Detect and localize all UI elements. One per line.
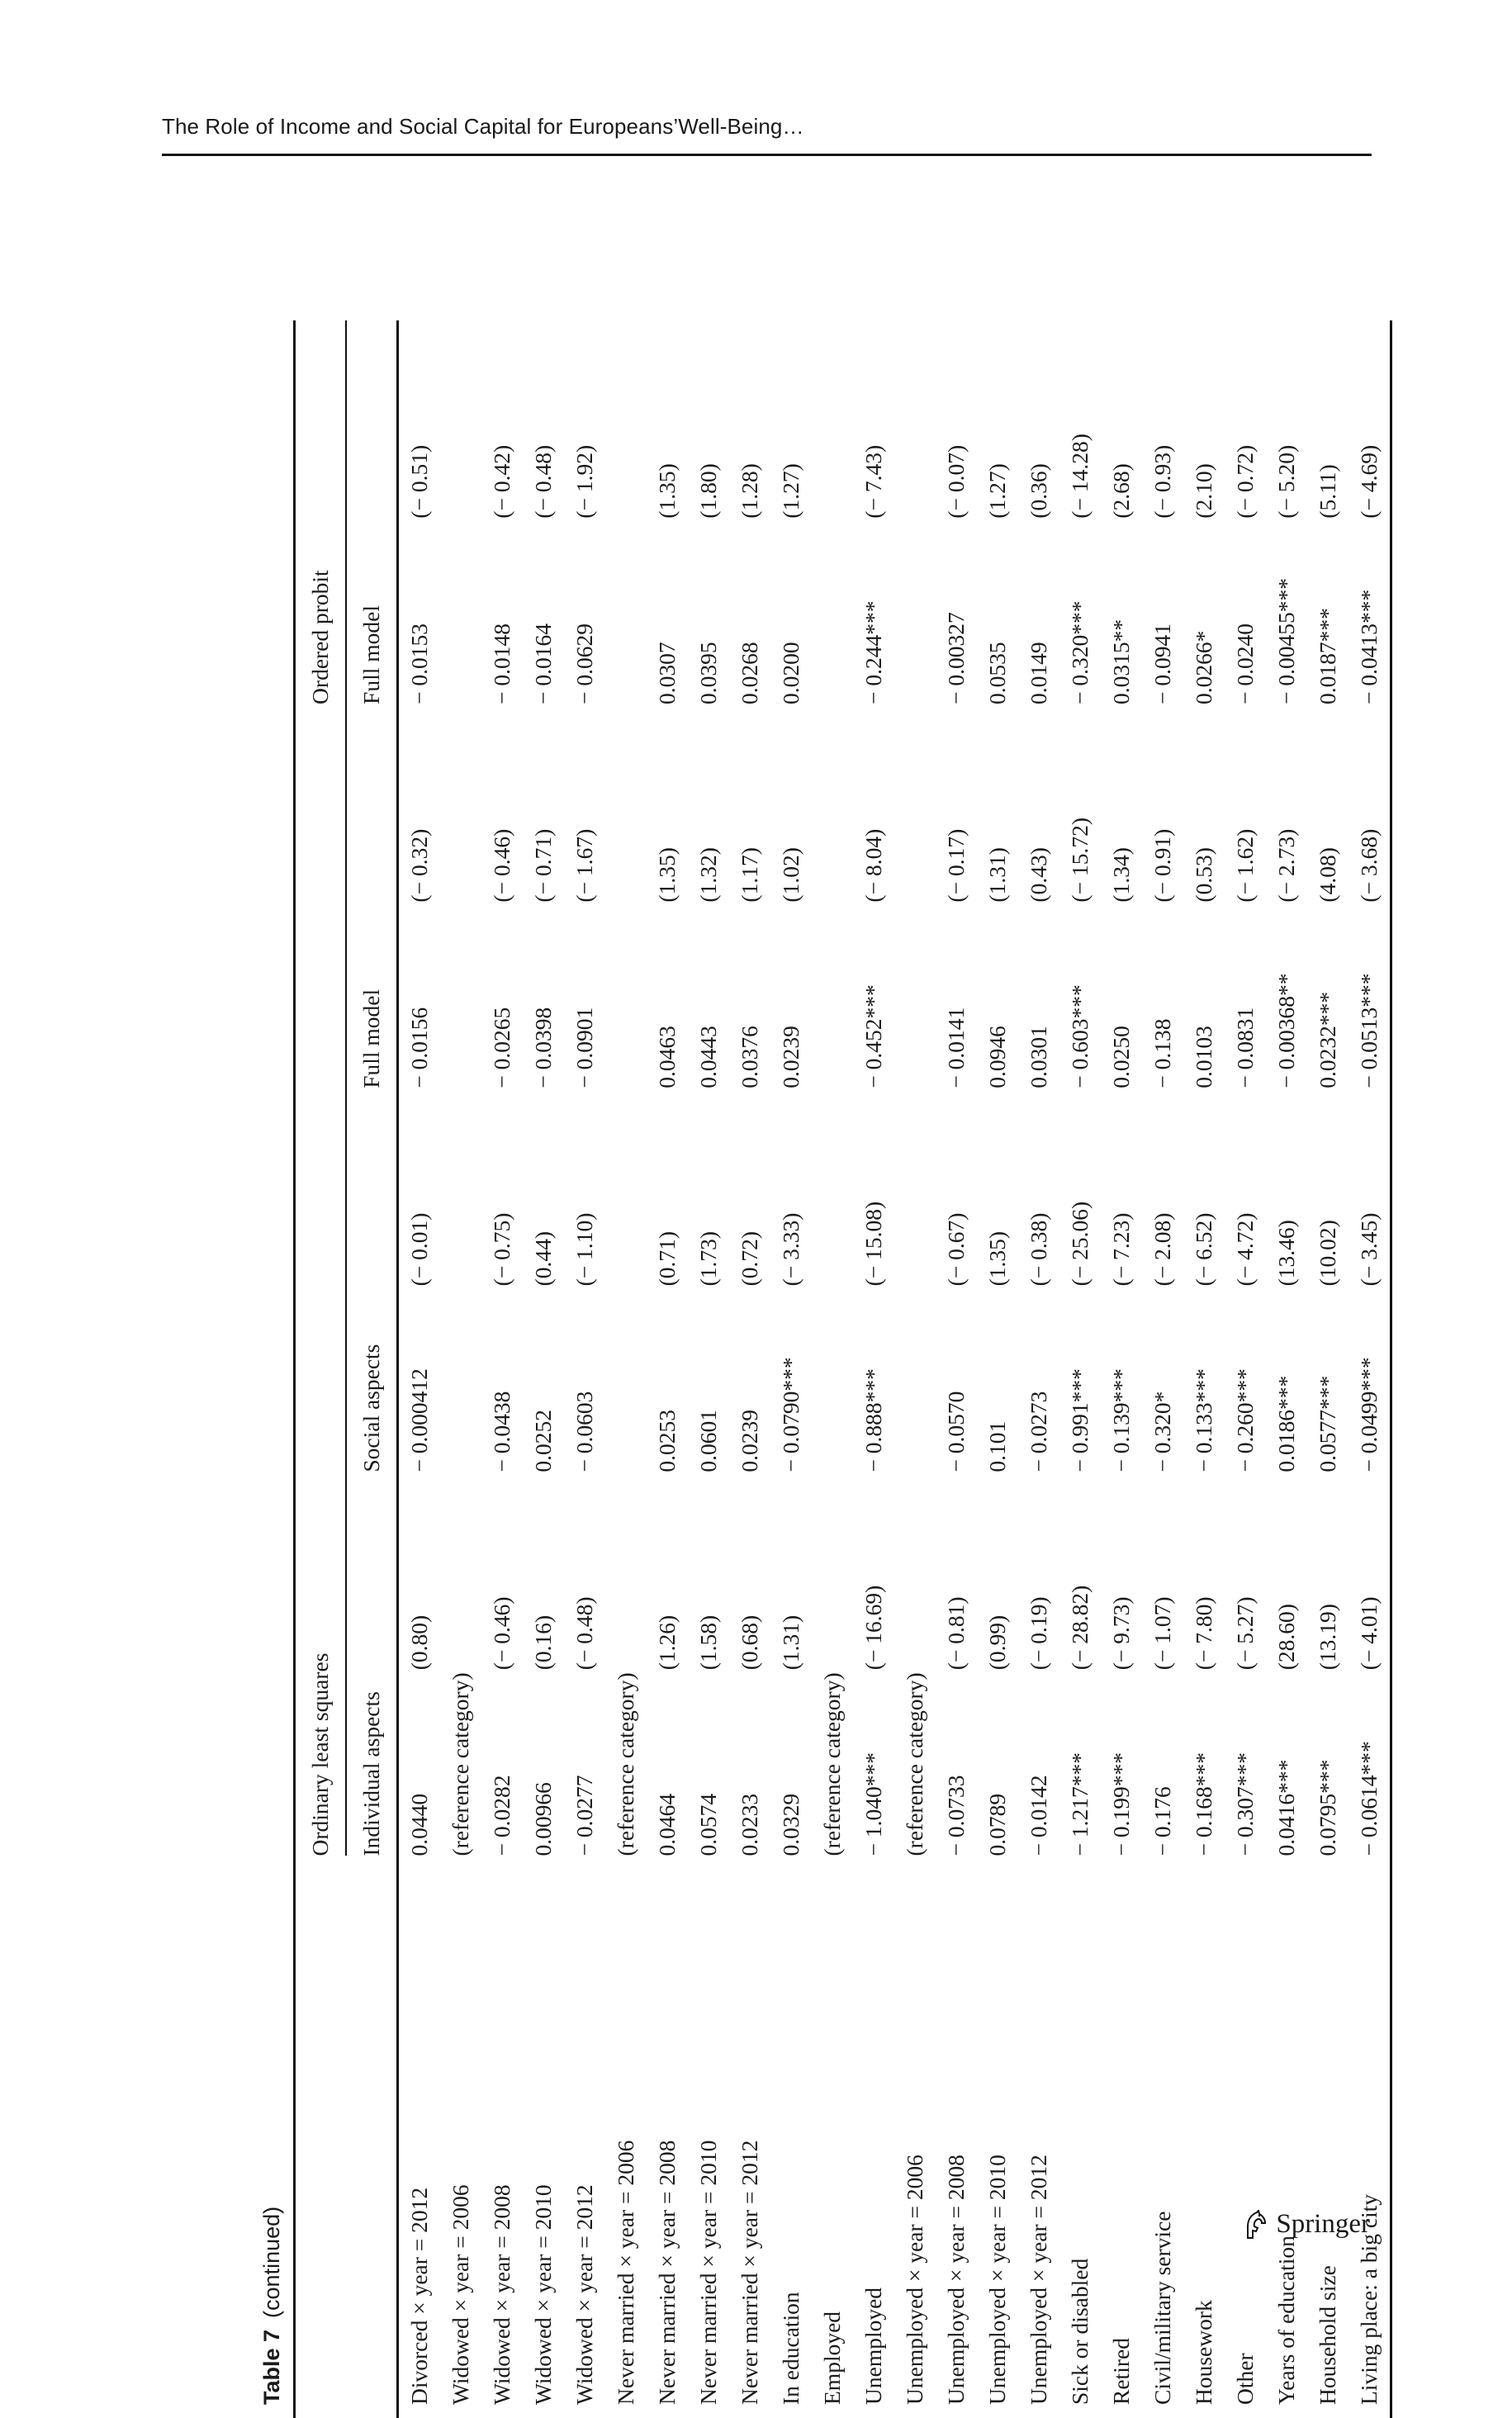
rotated-table-container [257, 320, 1438, 2418]
full-model-probit-header: Full model [358, 605, 384, 704]
soc-tstat: (− 3.45) [1356, 1212, 1382, 1287]
soc-tstat: (10.02) [1315, 1220, 1340, 1287]
soc-tstat: (− 0.38) [1026, 1212, 1051, 1287]
probit-tstat: (5.11) [1315, 464, 1340, 519]
regression-table [293, 320, 1392, 2418]
soc-coef: − 0.991*** [1067, 1368, 1093, 1472]
soc-tstat: (− 25.06) [1067, 1201, 1093, 1287]
full-ols-tstat: (− 1.62) [1232, 828, 1258, 903]
full-ols-tstat: (− 0.46) [489, 828, 514, 903]
row-label: Widowed × year = 2010 [530, 2184, 556, 2405]
soc-coef: 0.0577*** [1315, 1375, 1340, 1472]
ind-tstat: (− 4.01) [1356, 1596, 1382, 1671]
full-ols-coef: − 0.00368** [1273, 973, 1299, 1088]
soc-tstat: (0.71) [654, 1230, 680, 1287]
full-ols-coef: − 0.452*** [860, 984, 886, 1088]
soc-coef: − 0.0499*** [1356, 1357, 1382, 1472]
table-row [564, 320, 605, 2418]
table-row [1101, 320, 1142, 2418]
ind-coef: − 0.0282 [489, 1775, 514, 1856]
ind-tstat: (− 0.48) [571, 1596, 597, 1671]
row-label: Living place: a big city [1356, 2193, 1382, 2405]
soc-tstat: (− 1.10) [571, 1212, 597, 1287]
table-row [481, 320, 523, 2418]
full-model-ols-header: Full model [358, 989, 384, 1088]
full-ols-tstat: (− 0.17) [943, 828, 969, 903]
full-ols-tstat: (− 8.04) [860, 828, 886, 903]
table-row [523, 320, 564, 2418]
footer [1243, 2209, 1370, 2240]
table-row [1348, 320, 1391, 2418]
soc-coef: − 0.888*** [860, 1368, 886, 1472]
full-ols-coef: − 0.0398 [530, 1007, 556, 1088]
full-ols-tstat: (− 3.68) [1356, 828, 1382, 903]
probit-tstat: (1.27) [984, 463, 1010, 519]
ind-tstat: (− 9.73) [1108, 1596, 1134, 1671]
probit-coef: 0.0307 [654, 642, 680, 704]
probit-coef: 0.0535 [984, 642, 1010, 704]
probit-coef: − 0.0240 [1232, 623, 1258, 704]
soc-coef: − 0.260*** [1232, 1368, 1258, 1472]
row-label: Never married × year = 2006 [613, 2140, 638, 2405]
probit-coef: 0.0187*** [1315, 608, 1340, 704]
row-label: Housework [1191, 2300, 1216, 2405]
ind-tstat: (− 7.80) [1191, 1596, 1216, 1671]
table-body [399, 320, 1391, 2418]
ind-tstat: (− 0.19) [1026, 1596, 1051, 1671]
full-ols-coef: − 0.0901 [571, 1007, 597, 1088]
full-ols-tstat: (4.08) [1315, 847, 1340, 903]
soc-coef: − 0.0603 [571, 1391, 597, 1472]
soc-coef: − 0.320* [1149, 1391, 1175, 1472]
probit-tstat: (2.68) [1108, 463, 1134, 519]
probit-tstat: (− 0.07) [943, 444, 969, 519]
probit-tstat: (1.35) [654, 463, 680, 519]
row-label: Unemployed × year = 2006 [902, 2155, 927, 2405]
table-row [812, 320, 853, 2418]
table-caption [257, 320, 293, 2405]
ind-coef: − 0.199*** [1108, 1752, 1134, 1856]
row-label: Household size [1315, 2265, 1340, 2405]
ind-tstat: (28.60) [1273, 1604, 1299, 1671]
soc-tstat: (− 4.72) [1232, 1212, 1258, 1287]
full-ols-coef: − 0.138 [1149, 1018, 1175, 1088]
soc-coef: 0.101 [984, 1420, 1010, 1472]
soc-coef: − 0.0570 [943, 1391, 969, 1472]
probit-tstat: (2.10) [1191, 463, 1216, 519]
probit-tstat: (− 0.93) [1149, 444, 1175, 519]
table-row [894, 320, 936, 2418]
row-label: Years of education [1273, 2235, 1299, 2405]
probit-coef: 0.0149 [1026, 642, 1051, 704]
soc-tstat: (1.73) [695, 1230, 721, 1287]
table-row [1225, 320, 1266, 2418]
table-note: (continued) [259, 2206, 284, 2318]
soc-coef: 0.0601 [695, 1410, 721, 1472]
probit-coef: − 0.0629 [571, 623, 597, 704]
ind-tstat: (0.68) [737, 1614, 762, 1671]
probit-coef: − 0.00455*** [1273, 577, 1299, 704]
probit-tstat: (1.27) [778, 463, 803, 519]
soc-tstat: (0.72) [737, 1230, 762, 1287]
ind-tstat: (1.58) [695, 1614, 721, 1671]
probit-coef: − 0.00327 [943, 612, 969, 704]
table-row [688, 320, 729, 2418]
springer-horse-icon [1243, 2210, 1268, 2240]
row-label: Unemployed × year = 2008 [943, 2155, 969, 2405]
row-label: Widowed × year = 2008 [489, 2184, 514, 2405]
reference-category-note: (reference category) [819, 1672, 845, 1856]
table-row [853, 320, 894, 2418]
soc-tstat: (− 3.33) [778, 1212, 803, 1287]
table-row [440, 320, 481, 2418]
ind-coef: − 0.176 [1149, 1786, 1175, 1856]
table-row [1018, 320, 1059, 2418]
ind-tstat: (0.16) [530, 1614, 556, 1671]
probit-coef: 0.0315** [1108, 619, 1134, 704]
ind-tstat: (− 5.27) [1232, 1596, 1258, 1671]
ols-group-header: Ordinary least squares [296, 704, 346, 1856]
row-label: Widowed × year = 2006 [448, 2184, 473, 2405]
probit-coef: − 0.0941 [1149, 623, 1175, 704]
full-ols-coef: 0.0946 [984, 1026, 1010, 1088]
full-ols-tstat: (1.35) [654, 847, 680, 903]
ind-coef: 0.0789 [984, 1793, 1010, 1856]
full-ols-coef: − 0.0156 [406, 1007, 432, 1088]
probit-tstat: (− 0.51) [406, 444, 432, 519]
ind-coef: − 0.0277 [571, 1775, 597, 1856]
probit-coef: 0.0268 [737, 642, 762, 704]
ind-tstat: (1.31) [778, 1614, 803, 1671]
ind-coef: − 0.0614*** [1356, 1741, 1382, 1856]
row-label: Civil/military service [1149, 2211, 1175, 2405]
full-ols-tstat: (− 0.71) [530, 828, 556, 903]
probit-tstat: (1.28) [737, 463, 762, 519]
probit-tstat: (− 0.48) [530, 444, 556, 519]
row-label: Never married × year = 2010 [695, 2140, 721, 2405]
probit-tstat: (− 0.42) [489, 444, 514, 519]
probit-tstat: (− 4.69) [1356, 444, 1382, 519]
row-label: Unemployed × year = 2010 [984, 2155, 1010, 2405]
ind-coef: 0.0795*** [1315, 1759, 1340, 1856]
soc-coef: − 0.133*** [1191, 1368, 1216, 1472]
soc-tstat: (− 2.08) [1149, 1212, 1175, 1287]
running-head: The Role of Income and Social Capital for Europeans’Well-Being… [162, 114, 804, 139]
soc-coef: − 0.000412 [406, 1368, 432, 1472]
ind-tstat: (13.19) [1315, 1604, 1340, 1671]
full-ols-coef: − 0.0141 [943, 1007, 969, 1088]
soc-tstat: (− 0.75) [489, 1212, 514, 1287]
full-ols-tstat: (1.17) [737, 847, 762, 903]
soc-tstat: (− 7.23) [1108, 1212, 1134, 1287]
table-row [936, 320, 977, 2418]
ind-tstat: (− 0.81) [943, 1596, 969, 1671]
row-label: Widowed × year = 2012 [571, 2184, 597, 2405]
full-ols-coef: 0.0376 [737, 1026, 762, 1088]
full-ols-tstat: (− 0.91) [1149, 828, 1175, 903]
table-row [647, 320, 688, 2418]
table-row [1307, 320, 1348, 2418]
probit-tstat: (1.80) [695, 463, 721, 519]
ind-coef: − 0.0733 [943, 1775, 969, 1856]
table-row [399, 320, 440, 2418]
table-row [1059, 320, 1101, 2418]
ind-coef: − 0.307*** [1232, 1752, 1258, 1856]
probit-coef: 0.0395 [695, 642, 721, 704]
reference-category-note: (reference category) [613, 1672, 638, 1856]
soc-coef: − 0.0790*** [778, 1357, 803, 1472]
soc-tstat: (1.35) [984, 1230, 1010, 1287]
table-row [977, 320, 1018, 2418]
full-ols-coef: 0.0103 [1191, 1026, 1216, 1088]
ind-coef: − 1.217*** [1067, 1752, 1093, 1856]
probit-tstat: (− 7.43) [860, 444, 886, 519]
soc-coef: − 0.139*** [1108, 1368, 1134, 1472]
probit-coef: − 0.0148 [489, 623, 514, 704]
table-row [1142, 320, 1183, 2418]
full-ols-coef: 0.0463 [654, 1026, 680, 1088]
table-row [1266, 320, 1307, 2418]
ind-coef: 0.0464 [654, 1793, 680, 1856]
ind-coef: 0.0574 [695, 1793, 721, 1856]
full-ols-coef: − 0.603*** [1067, 984, 1093, 1088]
probit-tstat: (− 1.92) [571, 444, 597, 519]
soc-tstat: (− 6.52) [1191, 1212, 1216, 1287]
ind-coef: 0.0233 [737, 1793, 762, 1856]
full-ols-tstat: (0.53) [1191, 847, 1216, 903]
probit-coef: 0.0200 [778, 642, 803, 704]
probit-tstat: (− 14.28) [1067, 434, 1093, 519]
full-ols-tstat: (1.31) [984, 847, 1010, 903]
ind-coef: 0.00966 [530, 1782, 556, 1856]
ind-coef: 0.0440 [406, 1793, 432, 1856]
full-ols-coef: − 0.0831 [1232, 1007, 1258, 1088]
full-ols-coef: 0.0443 [695, 1026, 721, 1088]
soc-tstat: (− 15.08) [860, 1201, 886, 1287]
row-label: Employed [819, 2311, 845, 2405]
ind-tstat: (1.26) [654, 1614, 680, 1671]
soc-coef: 0.0186*** [1273, 1375, 1299, 1472]
full-ols-tstat: (0.43) [1026, 847, 1051, 903]
individual-aspects-header: Individual aspects [358, 1691, 384, 1856]
full-ols-tstat: (− 2.73) [1273, 828, 1299, 903]
full-ols-tstat: (− 15.72) [1067, 817, 1093, 903]
full-ols-coef: 0.0250 [1108, 1026, 1134, 1088]
publisher-name: Springer [1276, 2209, 1370, 2239]
full-ols-coef: − 0.0265 [489, 1007, 514, 1088]
probit-tstat: (0.36) [1026, 463, 1051, 519]
soc-tstat: (13.46) [1273, 1220, 1299, 1287]
reference-category-note: (reference category) [448, 1672, 473, 1856]
probit-coef: − 0.0164 [530, 623, 556, 704]
full-ols-tstat: (1.02) [778, 847, 803, 903]
ind-coef: 0.0329 [778, 1793, 803, 1856]
probit-tstat: (− 0.72) [1232, 444, 1258, 519]
full-ols-tstat: (− 0.32) [406, 828, 432, 903]
soc-tstat: (− 0.67) [943, 1212, 969, 1287]
soc-tstat: (0.44) [530, 1230, 556, 1287]
soc-coef: − 0.0273 [1026, 1391, 1051, 1472]
row-label: Never married × year = 2012 [737, 2140, 762, 2405]
full-ols-tstat: (− 1.67) [571, 828, 597, 903]
probit-tstat: (− 5.20) [1273, 444, 1299, 519]
ind-tstat: (0.99) [984, 1614, 1010, 1671]
full-ols-tstat: (1.32) [695, 847, 721, 903]
ind-tstat: (− 16.69) [860, 1585, 886, 1671]
ind-tstat: (− 1.07) [1149, 1596, 1175, 1671]
full-ols-coef: 0.0301 [1026, 1026, 1051, 1088]
probit-group-header: Ordered probit [296, 320, 346, 704]
row-label: Unemployed [860, 2287, 886, 2405]
row-label: In education [778, 2292, 803, 2405]
probit-coef: 0.0266* [1191, 630, 1216, 704]
ind-coef: − 0.168*** [1191, 1752, 1216, 1856]
social-aspects-header: Social aspects [358, 1344, 384, 1472]
row-label: Never married × year = 2008 [654, 2140, 680, 2405]
table-row [770, 320, 812, 2418]
row-label: Sick or disabled [1067, 2258, 1093, 2405]
soc-tstat: (− 0.01) [406, 1212, 432, 1287]
ind-coef: − 1.040*** [860, 1752, 886, 1856]
probit-coef: − 0.320*** [1067, 600, 1093, 704]
reference-category-note: (reference category) [902, 1672, 927, 1856]
full-ols-coef: 0.0232*** [1315, 991, 1340, 1088]
row-label: Retired [1108, 2338, 1134, 2405]
probit-coef: − 0.0153 [406, 623, 432, 704]
probit-coef: − 0.0413*** [1356, 589, 1382, 704]
row-label: Other [1232, 2353, 1258, 2405]
soc-coef: 0.0252 [530, 1410, 556, 1472]
table-row [729, 320, 770, 2418]
table-label: Table 7 [259, 2329, 284, 2405]
soc-coef: − 0.0438 [489, 1391, 514, 1472]
header-rule [162, 154, 1372, 156]
row-label: Unemployed × year = 2012 [1026, 2155, 1051, 2405]
full-ols-coef: 0.0239 [778, 1026, 803, 1088]
row-label: Divorced × year = 2012 [406, 2187, 432, 2405]
ind-coef: − 0.0142 [1026, 1775, 1051, 1856]
ind-tstat: (− 28.82) [1067, 1585, 1093, 1671]
full-ols-coef: − 0.0513*** [1356, 973, 1382, 1088]
full-ols-tstat: (1.34) [1108, 847, 1134, 903]
probit-coef: − 0.244*** [860, 600, 886, 704]
soc-coef: 0.0239 [737, 1410, 762, 1472]
ind-coef: 0.0416*** [1273, 1759, 1299, 1856]
soc-coef: 0.0253 [654, 1410, 680, 1472]
table-row [1183, 320, 1225, 2418]
table-row [605, 320, 647, 2418]
ind-tstat: (0.80) [406, 1614, 432, 1671]
ind-tstat: (− 0.46) [489, 1596, 514, 1671]
